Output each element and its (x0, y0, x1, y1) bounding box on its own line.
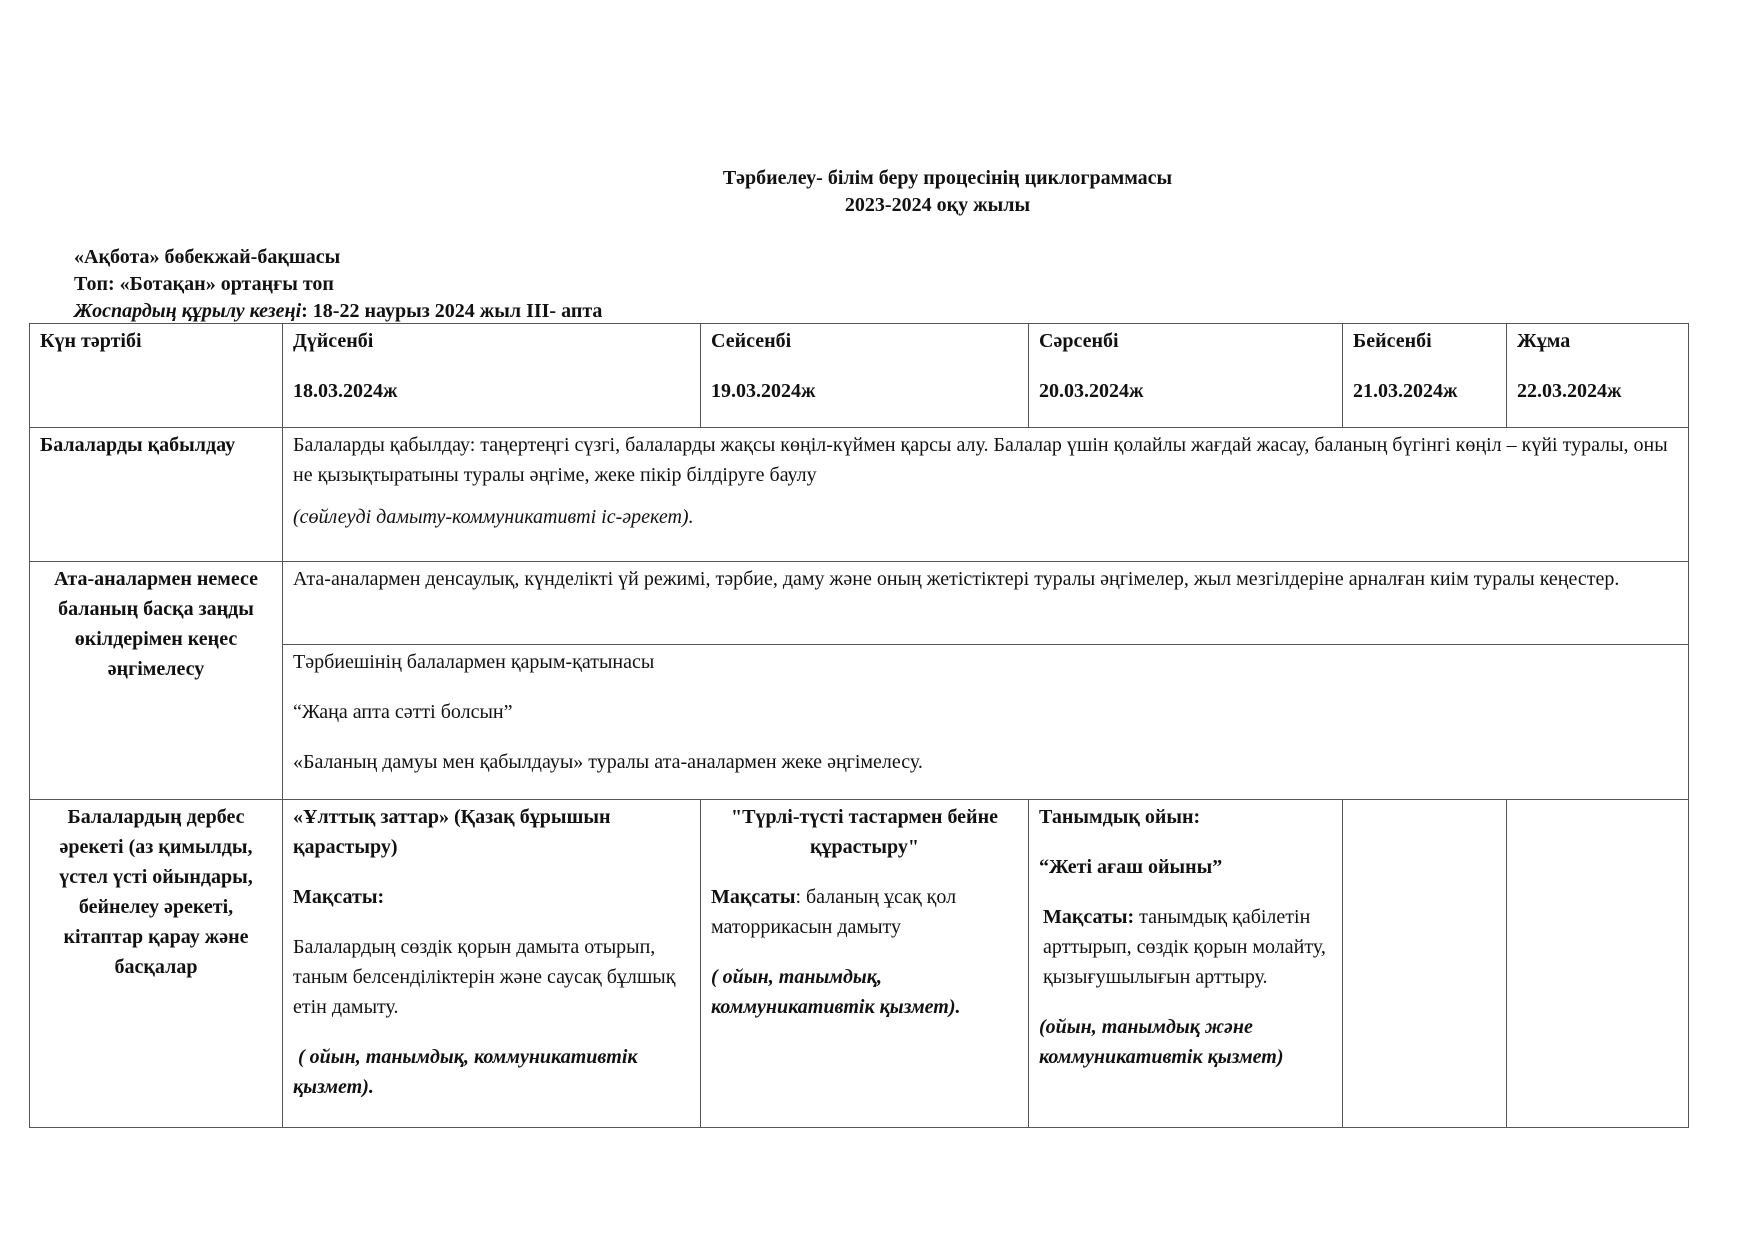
tuesday-label: Сейсенбі (711, 330, 792, 352)
thursday-date: 21.03.2024ж (1353, 380, 1458, 402)
reception-note: (сөйлеуді дамыту-коммуникативті іс-әрекет). (293, 506, 694, 528)
period-label: Жоспардың құрылу кезеңі (74, 300, 302, 322)
wednesday-goal-line (1039, 902, 1332, 992)
header-monday-cell (283, 324, 701, 428)
wednesday-date: 20.03.2024ж (1039, 380, 1144, 402)
parents-consult-text: Ата-аналармен денсаулық, күнделікті үй режимі, тәрбие, даму және оның жетістіктері туралы әңгімелер, жыл мезгілдеріне арналған киім туралы кеңестер. (283, 562, 1689, 645)
friday-label: Жұма (1517, 330, 1571, 352)
parents-row-1 (30, 562, 1689, 645)
group-name: Топ: «Ботақан» ортаңғы топ (74, 273, 334, 295)
wednesday-label: Сәрсенбі (1039, 330, 1119, 352)
reception-row (30, 428, 1689, 562)
parents-communication (283, 645, 1689, 800)
reception-content (283, 428, 1689, 562)
routine-header: Күн тәртібі (40, 330, 142, 352)
monday-date: 18.03.2024ж (293, 380, 398, 402)
activity-wednesday (1029, 800, 1343, 1128)
activity-thursday (1343, 800, 1507, 1128)
parents-label: Ата-аналармен немесе баланың басқа заңды өкілдерімен кеңес әңгімелесу (30, 562, 283, 800)
monday-label: Дүйсенбі (293, 330, 374, 352)
title-line-2: 2023-2024 оқу жылы (844, 194, 1031, 216)
activity-monday (283, 800, 701, 1128)
activity-row (30, 800, 1689, 1128)
monday-activity-note: ( ойын, танымдық, коммуникативтік қызмет). (293, 1046, 643, 1098)
document-title (0, 165, 1755, 219)
activity-tuesday (701, 800, 1029, 1128)
tuesday-goal-line (711, 882, 1018, 942)
tuesday-activity-note: ( ойын, танымдық, коммуникативтік қызмет). (711, 966, 961, 1018)
activity-friday (1507, 800, 1689, 1128)
wednesday-activity-subtitle: “Жеті ағаш ойыны” (1039, 856, 1223, 878)
header-friday-cell (1507, 324, 1689, 428)
activity-label: Балалардың дербес әрекеті (аз қимылды, үстел үсті ойындары, бейнелеу әрекеті, кітаптар қарау және басқалар (30, 800, 283, 1128)
friday-date: 22.03.2024ж (1517, 380, 1622, 402)
reception-label: Балаларды қабылдау (30, 428, 283, 562)
communication-quote: “Жаңа апта сәтті болсын” (293, 701, 513, 723)
header-wednesday-cell (1029, 324, 1343, 428)
schedule-table (29, 323, 1689, 1128)
communication-talk: «Баланың дамуы мен қабылдауы» туралы ата-аналармен жеке әңгімелесу. (293, 751, 923, 773)
wednesday-goal: танымдық қабілетін арттырып, сөздік қорын молайту, қызығушылығын арттыру. (1043, 906, 1331, 988)
wednesday-activity-title: Танымдық ойын: (1039, 806, 1201, 828)
document-meta (74, 244, 602, 325)
planning-period (74, 298, 602, 325)
thursday-label: Бейсенбі (1353, 330, 1432, 352)
tuesday-activity-title: "Түрлі-түсті тастармен бейне құрастыру" (731, 806, 998, 858)
monday-activity-title: «Ұлттық заттар» (Қазақ бұрышын қарастыру) (293, 806, 611, 858)
header-row (30, 324, 1689, 428)
reception-text: Балаларды қабылдау: таңертеңгі сүзгі, балаларды жақсы көңіл-күймен қарсы алу. Балалар үшін қолайлы жағдай жасау, баланың бүгінгі көңіл – күйі туралы, оны не қызықтыратыны туралы әңгіме, жеке пікір білдіруге баулу (293, 434, 1668, 486)
header-thursday-cell (1343, 324, 1507, 428)
title-line-1: Тәрбиелеу- білім беру процесінің циклограммасы (722, 167, 1173, 189)
tuesday-goal-label: Мақсаты (711, 886, 796, 908)
monday-goal: Балалардың сөздік қорын дамыта отырып, таным белсенділіктерін және саусақ бұлшық етін дамыту. (293, 936, 676, 1018)
kindergarten-name: «Ақбота» бөбекжай-бақшасы (74, 246, 341, 268)
monday-goal-label: Мақсаты: (293, 886, 385, 908)
communication-title: Тәрбиешінің балалармен қарым-қатынасы (293, 651, 655, 673)
tuesday-date: 19.03.2024ж (711, 380, 816, 402)
header-tuesday-cell (701, 324, 1029, 428)
wednesday-activity-note: (ойын, танымдық және коммуникативтік қызмет) (1039, 1016, 1284, 1068)
period-value: : 18-22 наурыз 2024 жыл ІІІ- апта (301, 300, 603, 322)
header-routine-cell (30, 324, 283, 428)
wednesday-goal-label: Мақсаты: (1043, 906, 1135, 928)
tuesday-goal: : баланың ұсақ қол маторрикасын дамыту (711, 886, 957, 938)
